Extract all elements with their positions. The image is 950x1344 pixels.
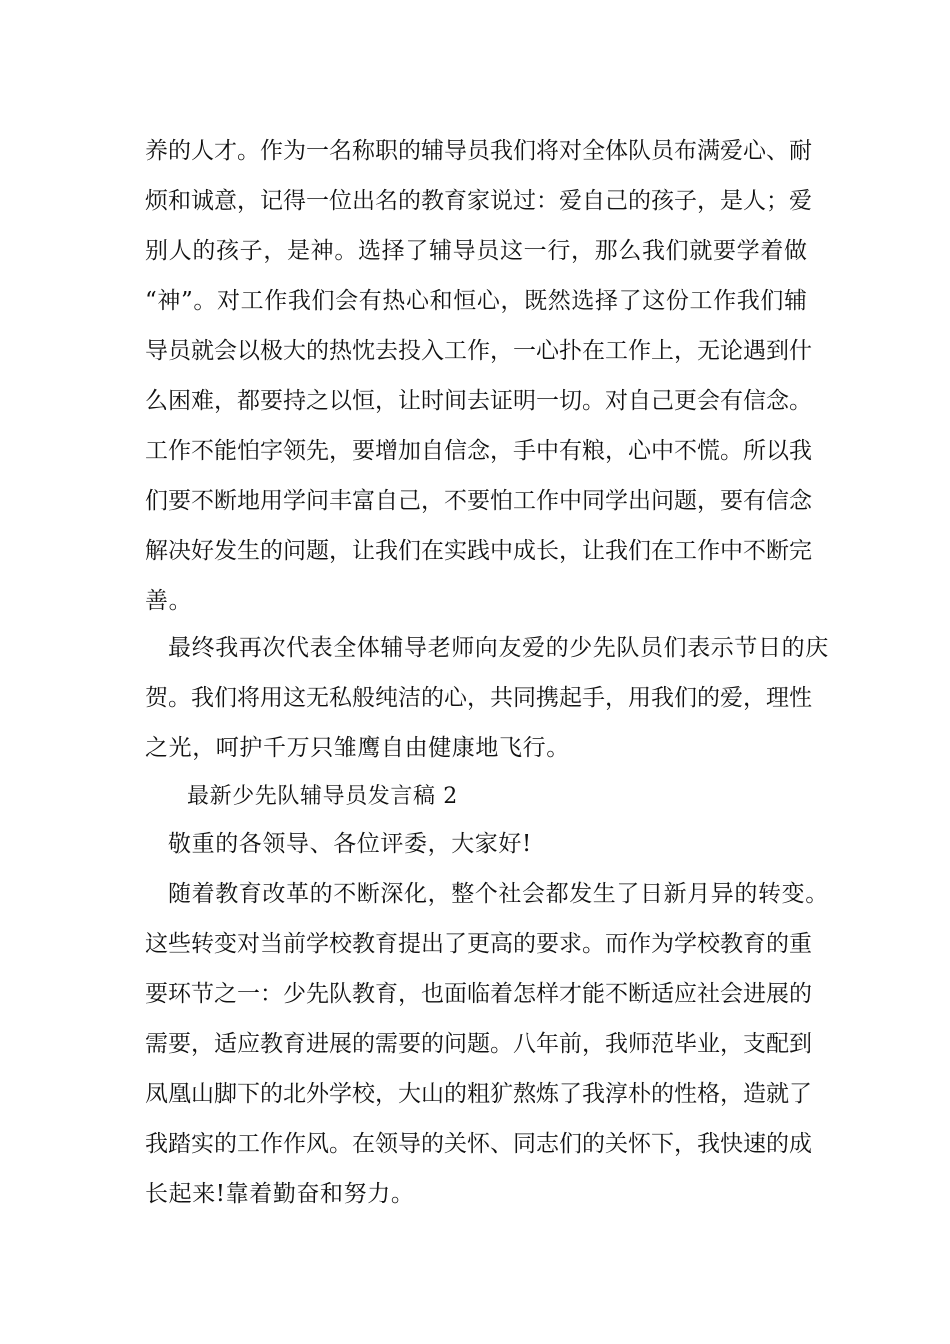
body-text-line: 随着教育改革的不断深化，整个社会都发生了日新月异的转变。 bbox=[168, 881, 829, 907]
body-text-line: 们要不断地用学问丰富自己，不要怕工作中同学出问题，要有信念 bbox=[145, 488, 812, 514]
body-text-line: 贺。我们将用这无私般纯洁的心，共同携起手，用我们的爱，理性 bbox=[145, 685, 812, 711]
body-text-line: “神”。对工作我们会有热心和恒心，既然选择了这份工作我们辅 bbox=[145, 288, 807, 314]
body-text-line: 别人的孩子，是神。选择了辅导员这一行，那么我们就要学着做 bbox=[145, 238, 807, 264]
body-text-line: 烦和诚意，记得一位出名的教育家说过：爱自己的孩子，是人；爱 bbox=[145, 188, 812, 214]
body-text-line: 要环节之一：少先队教育，也面临着怎样才能不断适应社会进展的 bbox=[145, 981, 812, 1007]
body-text-line: 养的人才。作为一名称职的辅导员我们将对全体队员布满爱心、耐 bbox=[145, 138, 812, 164]
body-text-line: 需要，适应教育进展的需要的问题。八年前，我师范毕业，支配到 bbox=[145, 1031, 812, 1057]
body-text-line: 解决好发生的问题，让我们在实践中成长，让我们在工作中不断完 bbox=[145, 538, 812, 564]
body-text-line: 凤凰山脚下的北外学校，大山的粗犷熬炼了我淳朴的性格，造就了 bbox=[145, 1081, 812, 1107]
body-text-line: 长起来!靠着勤奋和努力。 bbox=[145, 1181, 415, 1207]
section-title: 最新少先队辅导员发言稿 2 bbox=[187, 784, 458, 809]
body-text-line: 我踏实的工作作风。在领导的关怀、同志们的关怀下，我快速的成 bbox=[145, 1131, 812, 1157]
body-text-line: 这些转变对当前学校教育提出了更高的要求。而作为学校教育的重 bbox=[145, 931, 812, 957]
body-text-line: 最终我再次代表全体辅导老师向友爱的少先队员们表示节日的庆 bbox=[168, 635, 829, 661]
greeting-text: 敬重的各领导、各位评委，大家好! bbox=[168, 831, 532, 857]
body-text-line: 之光，呵护千万只雏鹰自由健康地飞行。 bbox=[145, 735, 570, 761]
body-text-line: 么困难，都要持之以恒，让时间去证明一切。对自己更会有信念。 bbox=[145, 388, 812, 414]
body-text-line: 善。 bbox=[145, 588, 193, 614]
body-text-line: 工作不能怕字领先，要增加自信念，手中有粮，心中不慌。所以我 bbox=[145, 438, 812, 464]
body-text-line: 导员就会以极大的热忱去投入工作，一心扑在工作上，无论遇到什 bbox=[145, 338, 812, 364]
